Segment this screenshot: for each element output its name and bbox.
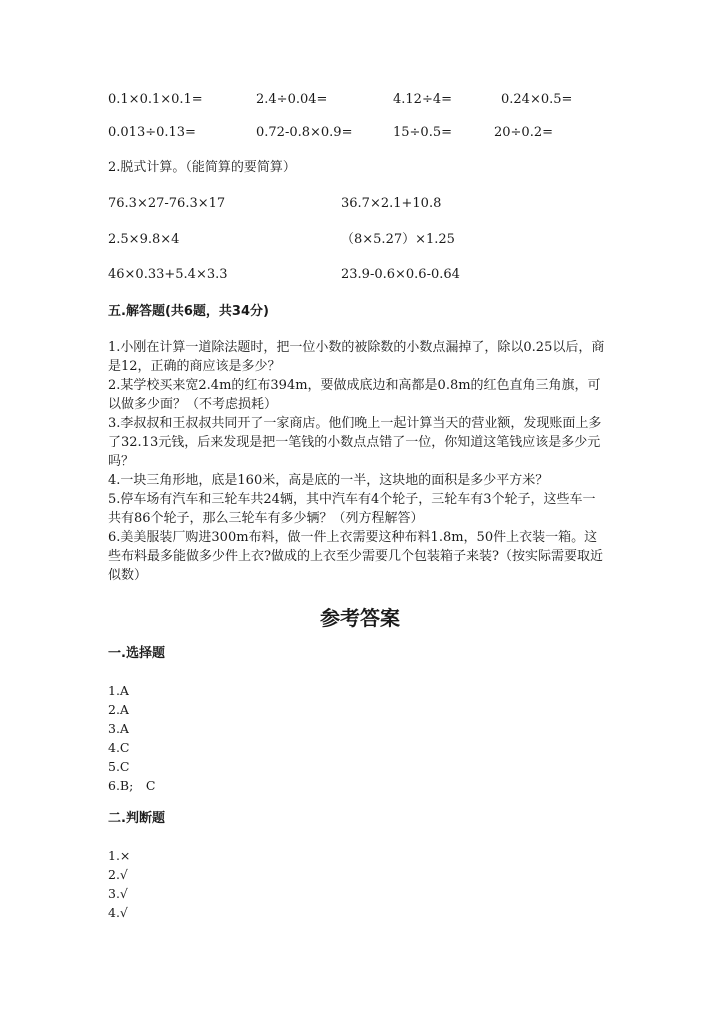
calc-item: 4.12÷4= [393, 92, 453, 107]
calc-item: 2.4÷0.04= [256, 92, 328, 107]
calc-item: 0.013÷0.13= [108, 125, 196, 140]
expression-item: 76.3×27-76.3×17 [108, 196, 226, 211]
word-problem: 1.小刚在计算一道除法题时，把一位小数的被除数的小数点漏掉了，除以0.25以后，商是12，正确的商应该是多少？ [108, 340, 605, 374]
section-title: 2.脱式计算。（能简算的要简算） [108, 160, 296, 175]
answer-list [108, 846, 130, 922]
answer-key-title: 参考答案 [320, 606, 400, 630]
expression-item: （8×5.27）×1.25 [341, 232, 455, 247]
answer-item: 6.B; C [108, 778, 156, 793]
word-problem: 5.停车场有汽车和三轮车共24辆，其中汽车有4个轮子，三轮车有3个轮子，这些车一共有86个轮子，那么三轮车有多少辆？（列方程解答） [108, 492, 596, 526]
answer-item: 1.× [108, 848, 131, 863]
answer-section-title: 一.选择题 [108, 646, 165, 661]
answer-item: 2.A [108, 702, 129, 717]
answer-item: 4.C [108, 740, 130, 755]
calc-item: 0.72-0.8×0.9= [256, 125, 353, 140]
answer-list [108, 681, 155, 795]
word-problem: 3.李叔叔和王叔叔共同开了一家商店。他们晚上一起计算当天的营业额，发现账面上多了32.13元钱，后来发现是把一笔钱的小数点点错了一位，你知道这笔钱应该是多少元吗？ [108, 416, 602, 469]
expression-item: 36.7×2.1+10.8 [341, 196, 442, 211]
calc-item: 20÷0.2= [494, 125, 554, 140]
calc-item: 0.24×0.5= [501, 92, 573, 107]
expression-item: 2.5×9.8×4 [108, 232, 180, 247]
answer-item: 2.√ [108, 867, 128, 882]
answer-item: 4.√ [108, 905, 128, 920]
expression-item: 23.9-0.6×0.6-0.64 [341, 267, 460, 282]
expression-item: 46×0.33+5.4×3.3 [108, 267, 228, 282]
problem-list [108, 338, 608, 585]
word-problem: 2.某学校买来宽2.4m的红布394m，要做成底边和高都是0.8m的红色直角三角旗，可以做多少面？（不考虑损耗） [108, 378, 601, 412]
calc-item: 0.1×0.1×0.1= [108, 92, 203, 107]
answer-item: 5.C [108, 759, 130, 774]
answer-section-title: 二.判断题 [108, 811, 165, 826]
section-title: 五.解答题(共6题，共34分) [108, 304, 269, 319]
word-problem: 6.美美服装厂购进300m布料，做一件上衣需要这种布料1.8m，50件上衣装一箱。这些布料最多能做多少件上衣?做成的上衣至少需要几个包装箱子来装?（按实际需要取近似数） [108, 530, 603, 583]
calc-item: 15÷0.5= [393, 125, 453, 140]
word-problem: 4.一块三角形地，底是160米，高是底的一半，这块地的面积是多少平方米？ [108, 473, 549, 488]
answer-item: 3.A [108, 721, 129, 736]
answer-item: 1.A [108, 683, 129, 698]
answer-item: 3.√ [108, 886, 128, 901]
